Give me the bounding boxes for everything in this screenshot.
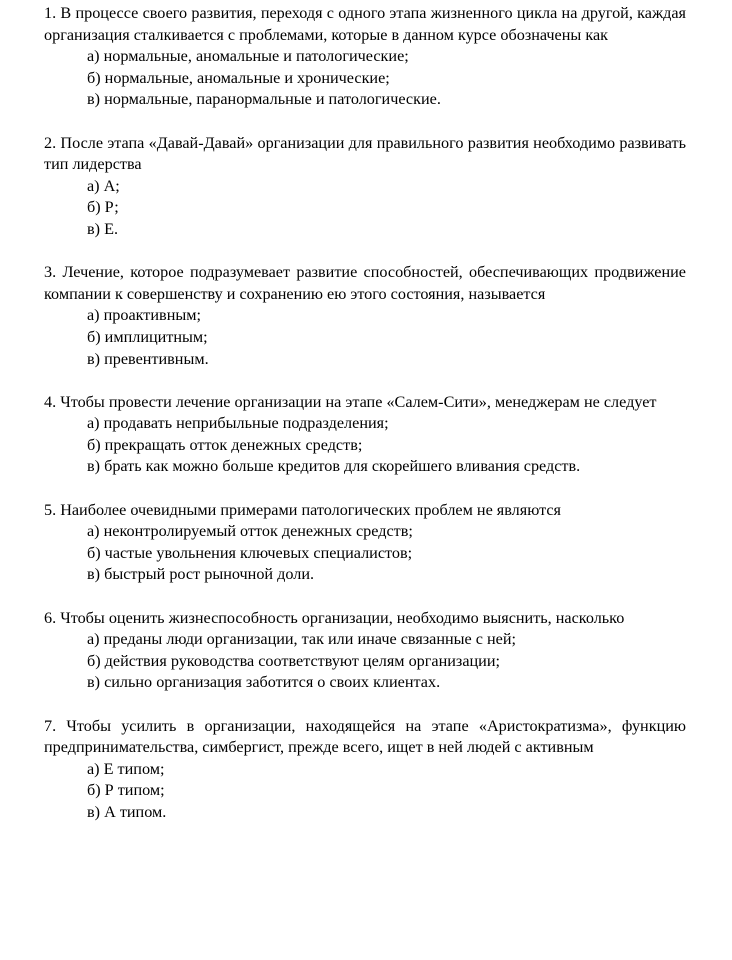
answer-option: в) превентивным.: [87, 349, 209, 368]
question-5: [44, 500, 686, 586]
question-1: [44, 3, 686, 111]
answer-option: б) имплицитным;: [87, 327, 208, 346]
question-stem: 6. Чтобы оценить жизнеспособность организации, необходимо выяснить, насколько: [44, 608, 625, 627]
answer-option: в) быстрый рост рыночной доли.: [87, 565, 315, 584]
answer-option: б) Р;: [87, 198, 119, 217]
question-stem: 3. Лечение, которое подразумевает развитие способностей, обеспечивающих продвижение компании к совершенству и сохранению ею этого состояния, называется: [44, 263, 686, 303]
answer-options: [44, 305, 686, 370]
question-stem: 2. После этапа «Давай-Давай» организации для правильного развития необходимо развивать тип лидерства: [44, 133, 686, 174]
answer-option: б) Р типом;: [87, 781, 165, 800]
answer-option: а) нормальные, аномальные и патологические;: [87, 47, 409, 66]
answer-option: в) сильно организация заботится о своих клиентах.: [87, 673, 441, 692]
answer-options: [44, 46, 686, 111]
question-stem: 1. В процессе своего развития, переходя с одного этапа жизненного цикла на другой, каждая организация сталкивается с проблемами, которые в данном курсе обозначены как: [44, 4, 686, 44]
answer-option: б) частые увольнения ключевых специалистов;: [87, 543, 413, 562]
answer-option: б) прекращать отток денежных средств;: [87, 435, 363, 454]
answer-options: [44, 629, 686, 694]
answer-option: а) неконтролируемый отток денежных средств;: [87, 522, 413, 541]
answer-options: [44, 759, 686, 824]
answer-options: [44, 521, 686, 586]
answer-option: а) Е типом;: [87, 759, 165, 778]
answer-option: а) продавать неприбыльные подразделения;: [87, 414, 389, 433]
answer-option: а) проактивным;: [87, 306, 201, 325]
answer-options: [44, 176, 686, 241]
answer-option: в) А типом.: [87, 802, 167, 821]
question-stem: 4. Чтобы провести лечение организации на этапе «Салем-Сити», менеджерам не следует: [44, 392, 657, 411]
answer-option: в) Е.: [87, 219, 119, 238]
answer-option: б) действия руководства соответствуют целям организации;: [87, 651, 500, 670]
answer-option: б) нормальные, аномальные и хронические;: [87, 68, 390, 87]
answer-option: а) преданы люди организации, так или иначе связанные с ней;: [87, 630, 517, 649]
question-2: [44, 133, 686, 241]
answer-option: в) нормальные, паранормальные и патологические.: [87, 90, 441, 109]
answer-option: а) А;: [87, 176, 120, 195]
question-7: [44, 716, 686, 824]
question-stem: 7. Чтобы усилить в организации, находящейся на этапе «Аристократизма», функцию предпринимательства, симбергист, прежде всего, ищет в ней людей с активным: [44, 716, 686, 757]
question-6: [44, 608, 686, 694]
question-4: [44, 392, 686, 478]
question-3: [44, 262, 686, 370]
question-stem: 5. Наиболее очевидными примерами патологических проблем не являются: [44, 500, 561, 519]
answer-option: в) брать как можно больше кредитов для скорейшего вливания средств.: [87, 457, 581, 476]
test-document: [44, 3, 686, 845]
answer-options: [44, 413, 686, 478]
